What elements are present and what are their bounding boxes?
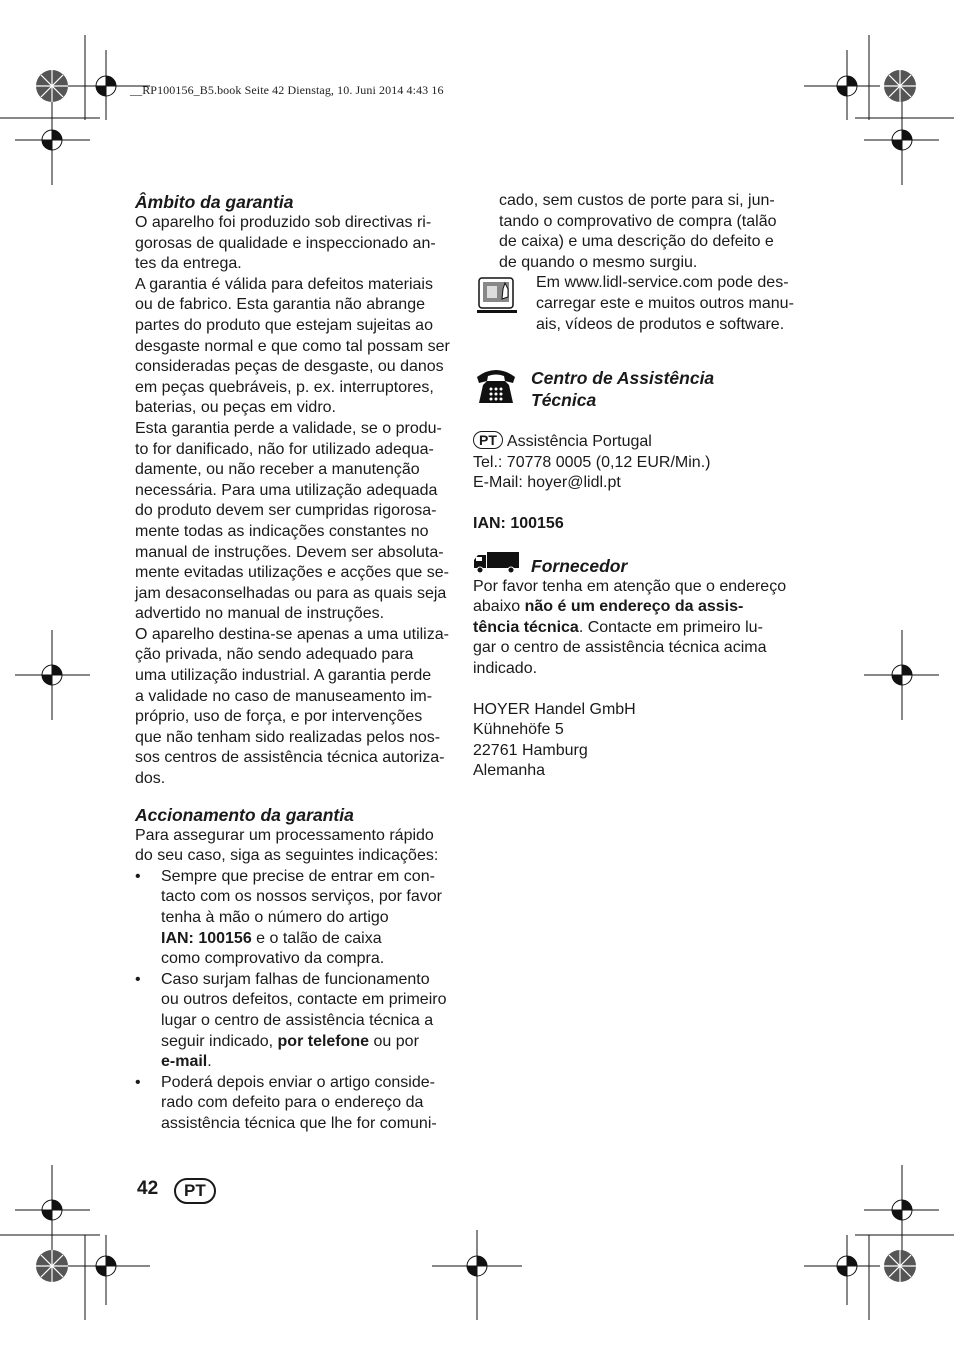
service-phone: Tel.: 70778 0005 (0,12 EUR/Min.) [473, 453, 711, 471]
left-column [135, 191, 455, 1135]
warranty-scope-text: O aparelho foi produzido sob directivas ri- gorosas de qualidade e inspeccionado an- tes da entrega. A garantia é válida para defeitos materiais ou de fabrico. Esta garantia não abrange partes do produto que estejam sujeitas ao desgaste normal e que como tal possam ser consideradas peças de desgaste, ou danos em peças quebráveis, p. ex. interruptores, baterias, ou peças em vidro. Esta garantia perde a validade, se o produ- to for danificado, não for utilizado adequa- damente, ou não receber a manutenção necessária. Para uma utilização adequada do produto devem ser cumpridas rigorosa- mente todas as indicações constantes no manual de instruções. Devem ser absoluta- mente evitadas utilizações e acções que se- jam desaconselhadas ou para as quais seja advertido no manual de instruções. O aparelho destina-se apenas a uma utiliza- ção privada, não sendo adequado para uma utilização industrial. A garantia perde a validade no caso de manuseamento im- próprio, uso de força, e por intervenções que não tenham sido realizadas pelos nos- sos centros de assistência técnica autoriza- dos. [135, 214, 450, 788]
heading-warranty-claim: Accionamento da garantia [135, 804, 354, 825]
service-heading-block [473, 367, 803, 411]
telephone-icon [473, 365, 519, 407]
heading-service-center: Centro de Assistência Técnica [531, 368, 715, 411]
page-number: 42 [137, 1178, 159, 1199]
supplier-note: Por favor tenha em atenção que o endereço abaixo não é um endereço da assis- tência técnica. Contacte em primeiro lu- gar o centro de assistência técnica acima indicado. [473, 577, 787, 677]
list-item: • Poderá depois enviar o artigo conside- rado com defeito para o endereço da assistência técnica que lhe for comuni- [135, 1073, 455, 1135]
ian-number: IAN: 100156 [473, 514, 564, 532]
language-badge: PT [174, 1178, 216, 1204]
download-monitor-icon [475, 275, 521, 317]
web-info-text: Em www.lidl-service.com pode des- carregar este e muitos outros manu- ais, vídeos de produtos e software. [536, 274, 794, 333]
warranty-claim-list [135, 867, 455, 1135]
supplier-heading-block [473, 555, 803, 577]
country-badge: PT [473, 431, 503, 449]
right-column [473, 191, 803, 782]
service-email: E-Mail: hoyer@lidl.pt [473, 474, 621, 492]
supplier-address: HOYER Handel GmbH Kühnehöfe 5 22761 Hamburg Alemanha [473, 700, 636, 780]
list-item: • Sempre que precise de entrar em con- tacto com os nossos serviços, por favor tenha à mão o número do artigo IAN: 100156 e o talão de caixa como comprovativo da compra. [135, 867, 455, 970]
print-header: __RP100156_B5.book Seite 42 Dienstag, 10. Juni 2014 4:43 16 [130, 83, 444, 97]
service-name: Assistência Portugal [506, 433, 652, 451]
delivery-truck-icon [473, 551, 521, 575]
warranty-claim-intro: Para assegurar um processamento rápido do seu caso, siga as seguintes indicações: [135, 826, 439, 865]
heading-supplier: Fornecedor [531, 555, 628, 576]
warranty-claim-continued: cado, sem custos de porte para si, jun- tando o comprovativo de compra (talão de caixa) e uma descrição do defeito e de quando o mesmo surgiu. [499, 192, 777, 271]
web-info-block [473, 273, 803, 335]
service-contact [473, 431, 803, 494]
list-item: • Caso surjam falhas de funcionamento ou outros defeitos, contacte em primeiro lugar o centro de assistência técnica a seguir indicado, por telefone ou por e-mail. [135, 970, 455, 1073]
heading-warranty-scope: Âmbito da garantia [135, 192, 294, 212]
